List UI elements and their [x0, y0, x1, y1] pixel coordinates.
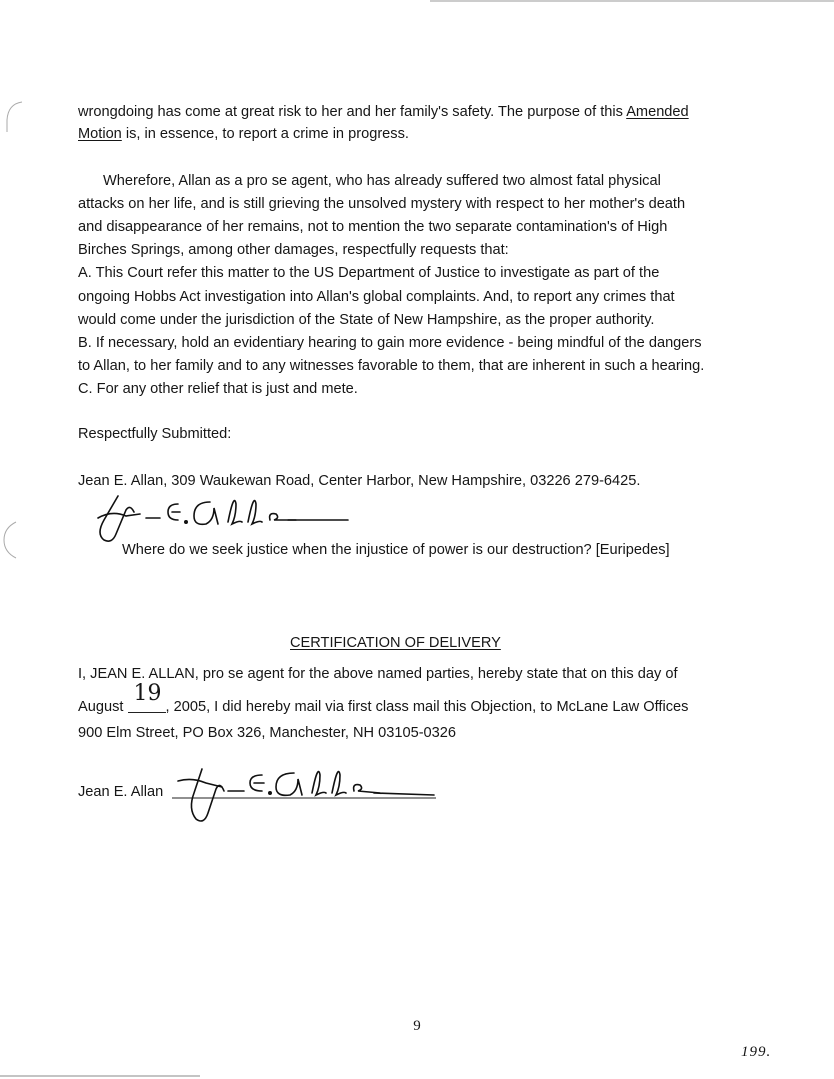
request-b-line: B. If necessary, hold an evidentiary hearing to gain more evidence - being mindful of the dangers — [78, 335, 702, 351]
certification-line: August 19 , 2005, I did hereby mail via first class mail this Objection, to McLane Law Offices — [78, 681, 689, 715]
body-line: wrongdoing has come at great risk to her and her family's safety. The purpose of this Amended — [78, 104, 689, 120]
amended-word: Amended — [626, 104, 689, 120]
body-line: Motion is, in essence, to report a crime in progress. — [78, 126, 409, 142]
wherefore-line: Birches Springs, among other damages, respectfully requests that: — [78, 242, 509, 258]
request-a-line: ongoing Hobbs Act investigation into Allan's global complaints. And, to report any crimes that — [78, 289, 675, 305]
certification-line: I, JEAN E. ALLAN, pro se agent for the above named parties, hereby state that on this day of — [78, 666, 678, 682]
handwritten-day: 19 — [133, 681, 162, 706]
closing: Respectfully Submitted: — [78, 426, 232, 442]
page-number: 9 — [413, 1018, 421, 1034]
hole-punch-mark-lower — [0, 518, 30, 562]
handwritten-signature — [82, 490, 362, 550]
request-a-line: would come under the jurisdiction of the State of New Hampshire, as the proper authority. — [78, 312, 655, 328]
handwritten-signature-certification — [178, 769, 434, 821]
request-a-line: A. This Court refer this matter to the US Department of Justice to investigate as part of the — [78, 265, 660, 281]
signature-label: Jean E. Allan — [78, 784, 164, 800]
wherefore-line: and disappearance of her remains, not to mention the two separate contamination's of High — [78, 219, 668, 235]
scan-bottom-edge — [0, 1072, 834, 1079]
motion-word: Motion — [78, 126, 122, 142]
request-c-line: C. For any other relief that is just and mete. — [78, 381, 358, 397]
scan-top-edge — [0, 0, 834, 6]
signer-address: Jean E. Allan, 309 Waukewan Road, Center Harbor, New Hampshire, 03226 279-6425. — [78, 473, 641, 489]
certification-heading: CERTIFICATION OF DELIVERY — [290, 635, 501, 651]
certification-line: 900 Elm Street, PO Box 326, Manchester, NH 03105-0326 — [78, 725, 457, 741]
hole-punch-mark-upper — [0, 96, 30, 136]
bates-number: 199. — [741, 1044, 772, 1060]
wherefore-line: Wherefore, Allan as a pro se agent, who has already suffered two almost fatal physical — [103, 173, 661, 189]
euripides-quote: Where do we seek justice when the injustice of power is our destruction? [Euripedes] — [122, 542, 670, 558]
request-b-line: to Allan, to her family and to any witnesses favorable to them, that are inherent in such a hearing. — [78, 358, 705, 374]
signature-line — [170, 765, 440, 825]
date-blank — [128, 681, 166, 711]
wherefore-line: attacks on her life, and is still grieving the unsolved mystery with respect to her mother's death — [78, 196, 686, 212]
